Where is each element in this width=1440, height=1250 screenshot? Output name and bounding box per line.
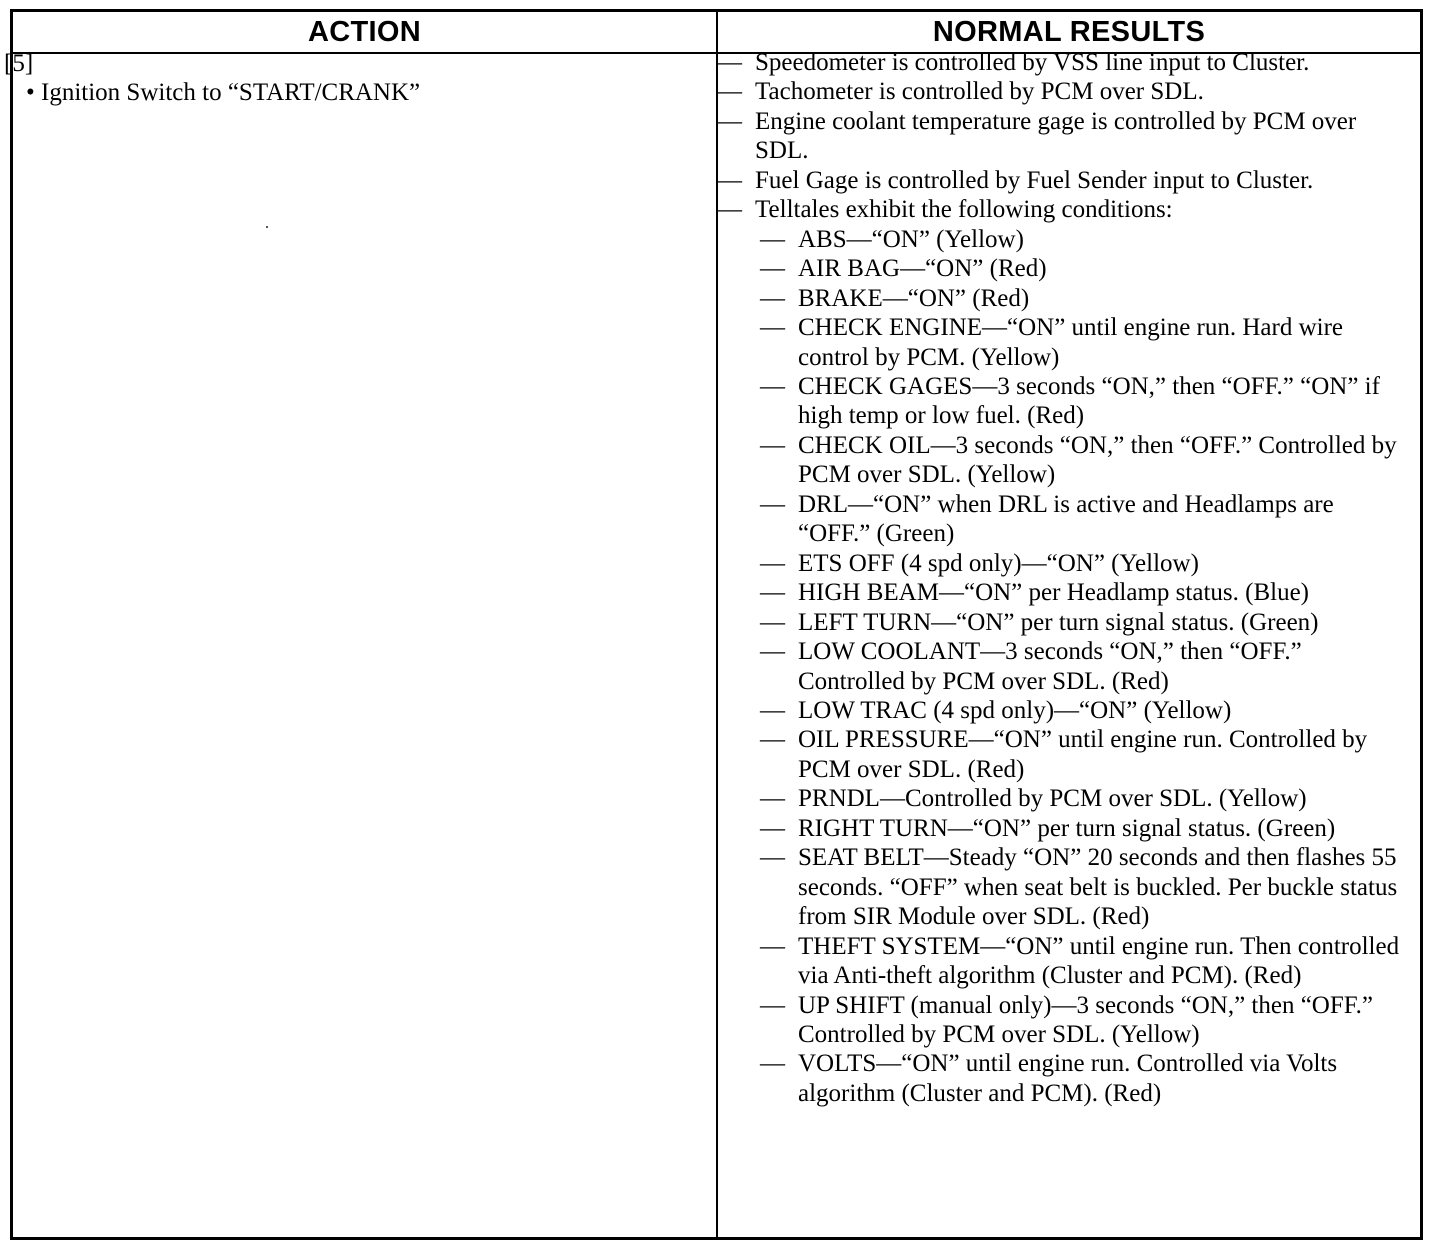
telltale-text: BRAKE—“ON” (Red)	[798, 284, 1030, 312]
result-text: Telltales exhibit the following conditions:	[755, 196, 1173, 224]
normal-results-column-header: NORMAL RESULTS	[932, 15, 1206, 48]
telltale-text: PRNDL—Controlled by PCM over SDL. (Yellow)	[798, 785, 1307, 813]
result-item	[717, 48, 1407, 77]
dash-icon: —	[717, 166, 742, 194]
telltale-text: ETS OFF (4 spd only)—“ON” (Yellow)	[798, 549, 1199, 577]
bullet-icon: •	[26, 79, 35, 107]
telltale-text: LOW COOLANT—3 seconds “ON,” then “OFF.” Controlled by PCM over SDL. (Red)	[798, 638, 1302, 695]
telltale-text: LEFT TURN—“ON” per turn signal status. (Green)	[798, 608, 1319, 636]
telltale-text: CHECK ENGINE—“ON” until engine run. Hard wire control by PCM. (Yellow)	[798, 314, 1344, 371]
telltale-item-abs	[717, 225, 1407, 254]
telltale-item-high-beam	[717, 578, 1407, 607]
telltale-text: UP SHIFT (manual only)—3 seconds “ON,” then “OFF.” Controlled by PCM over SDL. (Yellow)	[798, 991, 1374, 1048]
result-text: Engine coolant temperature gage is controlled by PCM over SDL.	[755, 107, 1357, 165]
telltale-item-prndl	[717, 784, 1407, 813]
telltale-text: VOLTS—“ON” until engine run. Controlled via Volts algorithm (Cluster and PCM). (Red)	[798, 1050, 1338, 1107]
dash-icon: —	[717, 49, 742, 76]
telltale-text: OIL PRESSURE—“ON” until engine run. Controlled by PCM over SDL. (Red)	[798, 726, 1368, 783]
telltale-item-ets-off	[717, 549, 1407, 578]
telltale-item-volts	[717, 1049, 1407, 1108]
telltale-item-theft-system	[717, 932, 1407, 991]
result-item	[717, 195, 1407, 224]
telltale-text: RIGHT TURN—“ON” per turn signal status. (Green)	[798, 814, 1336, 842]
telltale-text: HIGH BEAM—“ON” per Headlamp status. (Blue)	[798, 579, 1309, 607]
telltale-item-air-bag	[717, 254, 1407, 283]
dash-icon: —	[760, 932, 785, 960]
telltale-item-low-trac	[717, 696, 1407, 725]
dash-icon: —	[760, 696, 785, 724]
dash-icon: —	[760, 638, 785, 666]
telltale-item-left-turn	[717, 608, 1407, 637]
dash-icon: —	[760, 844, 785, 872]
telltale-text: DRL—“ON” when DRL is active and Headlamps are “OFF.” (Green)	[798, 490, 1334, 548]
dash-icon: —	[760, 991, 785, 1019]
dash-icon: —	[760, 431, 785, 459]
action-cell	[4, 49, 694, 108]
telltale-text: CHECK OIL—3 seconds “ON,” then “OFF.” Controlled by PCM over SDL. (Yellow)	[798, 431, 1397, 489]
dash-icon: —	[760, 372, 785, 400]
dash-icon: —	[717, 78, 742, 106]
telltale-item-check-gages	[717, 372, 1407, 431]
normal-results-cell	[717, 48, 1407, 1108]
telltale-item-brake	[717, 284, 1407, 313]
telltale-item-right-turn	[717, 814, 1407, 843]
telltale-text: LOW TRAC (4 spd only)—“ON” (Yellow)	[798, 696, 1232, 724]
action-text: Ignition Switch to “START/CRANK”	[41, 79, 421, 107]
step-number: [5]	[4, 50, 34, 77]
dash-icon: —	[760, 255, 785, 283]
dash-icon: —	[760, 579, 785, 607]
dash-icon: —	[760, 225, 785, 253]
telltale-item-up-shift	[717, 991, 1407, 1050]
telltale-text: CHECK GAGES—3 seconds “ON,” then “OFF.” “ON” if high temp or low fuel. (Red)	[798, 372, 1380, 430]
dash-icon: —	[760, 284, 785, 312]
dash-icon: —	[760, 314, 785, 342]
telltale-item-oil-pressure	[717, 725, 1407, 784]
scan-speck	[266, 226, 268, 228]
result-text: Speedometer is controlled by VSS line input to Cluster.	[755, 49, 1310, 76]
action-bullet-item	[4, 78, 694, 107]
telltale-item-drl	[717, 490, 1407, 549]
telltale-item-check-oil	[717, 431, 1407, 490]
dash-icon: —	[760, 549, 785, 577]
dash-icon: —	[760, 814, 785, 842]
telltale-item-seat-belt	[717, 843, 1407, 931]
result-item	[717, 77, 1407, 106]
dash-icon: —	[760, 1050, 785, 1078]
telltale-item-check-engine	[717, 313, 1407, 372]
dash-icon: —	[717, 107, 742, 135]
result-item	[717, 107, 1407, 166]
dash-icon: —	[760, 608, 785, 636]
telltale-text: ABS—“ON” (Yellow)	[798, 225, 1024, 253]
action-column-header: ACTION	[308, 15, 421, 48]
dash-icon: —	[717, 196, 742, 224]
result-text: Fuel Gage is controlled by Fuel Sender input to Cluster.	[755, 166, 1314, 194]
telltale-item-low-coolant	[717, 637, 1407, 696]
telltale-text: AIR BAG—“ON” (Red)	[798, 255, 1047, 283]
dash-icon: —	[760, 785, 785, 813]
telltale-text: THEFT SYSTEM—“ON” until engine run. Then controlled via Anti-theft algorithm (Cluster and PCM). (Red)	[798, 932, 1400, 990]
telltale-text: SEAT BELT—Steady “ON” 20 seconds and then flashes 55 seconds. “OFF” when seat belt is buckled. Per buckle status from SIR Module over SDL. (Red)	[798, 844, 1398, 931]
dash-icon: —	[760, 490, 785, 518]
dash-icon: —	[760, 726, 785, 754]
result-item	[717, 166, 1407, 195]
result-text: Tachometer is controlled by PCM over SDL.	[755, 78, 1204, 106]
